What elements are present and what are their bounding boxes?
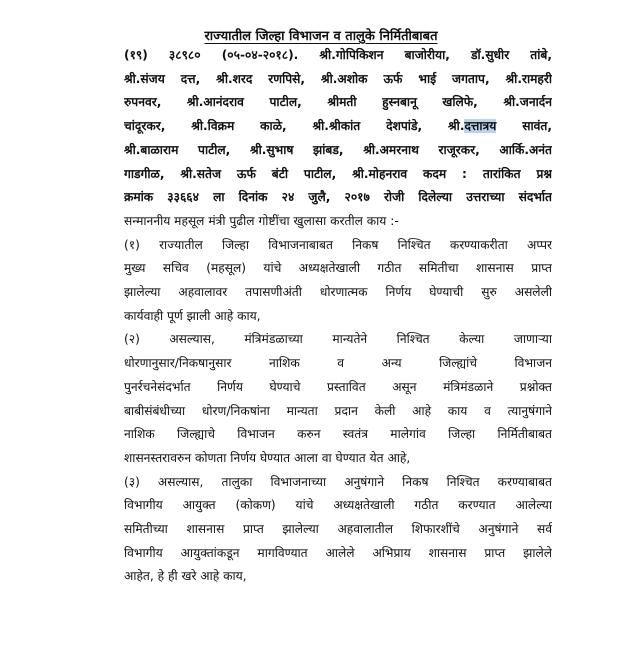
question-header	[124, 44, 552, 210]
point-line: कार्यवाही पूर्ण झाली आहे काय,	[124, 308, 261, 323]
question-line-text: सावंत,	[496, 119, 552, 134]
point-line: पुनर्रचनेसंदर्भात निर्णय घेण्याचे प्रस्तावित असून मंत्रिमंडळाने प्रश्नोक्त	[124, 379, 552, 394]
intro-line: सन्माननीय महसूल मंत्री पुढील गोष्टींचा खुलासा करतील काय :-	[124, 213, 399, 228]
question-line	[124, 115, 552, 139]
point-2	[124, 328, 552, 470]
point-line: मुख्य सचिव (महसूल) यांचे अध्यक्षतेखाली गठीत समितीचा शासनास प्राप्त	[124, 261, 552, 276]
point-line: समितीच्या शासनास प्राप्त झालेल्या अहवालातील शिफारशींचे अनुषंगाने सर्व	[124, 522, 552, 537]
point-line: (२) असल्यास, मंत्रिमंडळाच्या मान्यतेने निश्चित केल्या जाणाऱ्या	[124, 332, 552, 347]
point-line: विभागीय आयुक्तांकडून मागविण्यात आलेले अभिप्राय शासनास प्राप्त झालेले	[124, 545, 552, 560]
point-1	[124, 234, 552, 329]
point-line: (३) असल्यास, तालुका विभाजनाच्या अनुषंगाने निकष निश्चित करण्याबाबत	[124, 474, 552, 489]
point-line: आहेत, हे ही खरे आहे काय,	[124, 569, 247, 584]
point-line: विभागीय आयुक्त (कोकण) यांचे अध्यक्षतेखाली गठीत करण्यात आलेल्या	[124, 498, 552, 513]
document-body	[124, 44, 552, 589]
point-line: नाशिक जिल्ह्याचे विभाजन करुन स्वतंत्र मालेगांव जिल्हा निर्मितीबाबत	[124, 427, 552, 442]
question-line-text: चांदूरकर, श्री.विक्रम काळे, श्री.श्रीकांत देशपांडे, श्री.	[124, 119, 465, 134]
point-line: शासनस्तरावरुन कोणता निर्णय घेण्यात आला वा घेण्यात येत आहे,	[124, 450, 411, 465]
point-line: (१) राज्यातील जिल्हा विभाजनाबाबत निकष निश्चित करण्याकरीता अप्पर	[124, 237, 552, 252]
question-line: श्री.बाळाराम पाटील, श्री.सुभाष झांबड, श्री.अमरनाथ राजूरकर, आर्कि.अनंत	[124, 142, 552, 157]
question-line: रुपनवर, श्री.आनंदराव पाटील, श्रीमती हुस्नबानू खलिफे, श्री.जनार्दन	[124, 95, 552, 110]
question-line: गाडगीळ, श्री.सतेज ऊर्फ बंटी पाटील, श्री.मोहनराव कदम : तारांकित प्रश्न	[124, 166, 552, 181]
question-line: श्री.संजय दत्त, श्री.शरद रणपिसे, श्री.अशोक ऊर्फ भाई जगताप, श्री.रामहरी	[124, 71, 552, 86]
point-line: बाबीसंबंधीच्या धोरण/निकषांना मान्यता प्रदान केली आहे काय व त्यानुषंगाने	[124, 403, 552, 418]
selected-text-highlight[interactable]: दत्तात्रय	[464, 119, 497, 134]
point-3	[124, 471, 552, 590]
point-line: झालेल्या अहवालावर तपासणीअंती धोरणात्मक निर्णय घेण्याची सुरु असलेली	[124, 285, 552, 300]
point-line: धोरणानुसार/निकषानुसार नाशिक व अन्य जिल्ह्यांचे विभाजन	[124, 356, 552, 371]
document-title: राज्यातील जिल्हा विभाजन व तालुके निर्मितीबाबत	[204, 29, 438, 44]
question-line: क्रमांक ३३६६४ ला दिनांक २४ जुलै, २०१७ रोजी दिलेल्या उत्तराच्या संदर्भात	[124, 190, 552, 205]
question-line: (१९) ३८९८० (०५-०४-२०१८). श्री.गोपिकिशन बाजोरीया, डॉ.सुधीर तांबे,	[124, 48, 552, 62]
